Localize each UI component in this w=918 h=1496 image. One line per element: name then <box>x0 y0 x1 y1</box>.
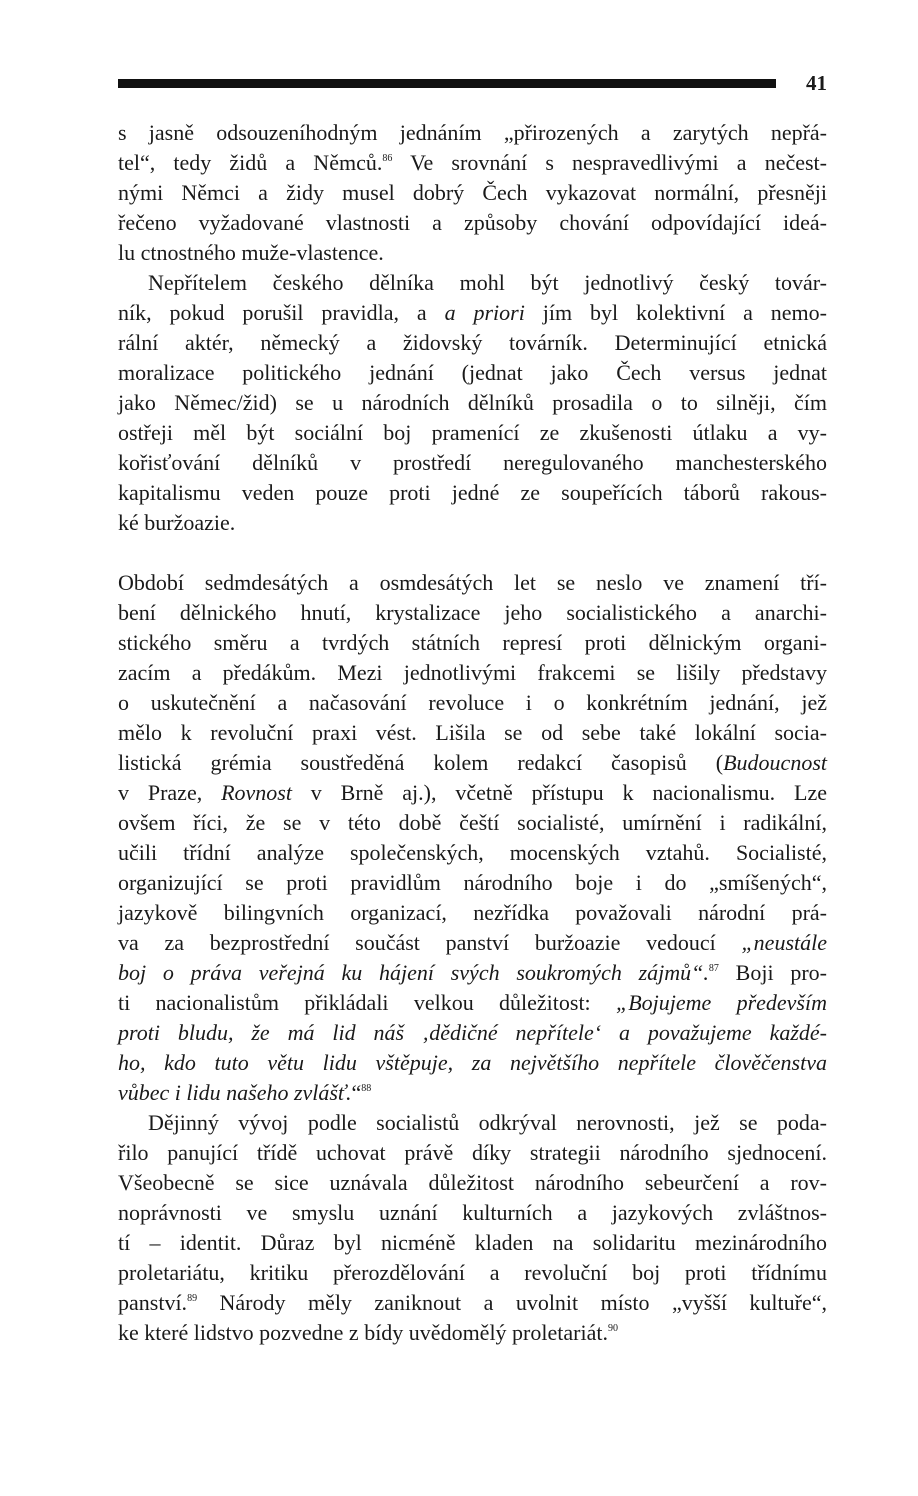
text-span: mělo k revoluční praxi vést. Lišila se od sebe také lokální socia- <box>118 720 827 745</box>
footnote-ref: 87 <box>708 963 719 974</box>
text-line <box>118 1168 827 1198</box>
text-span: v Brně aj.), včetně přístupu k nacionalismu. Lze <box>291 780 827 805</box>
text-line <box>118 298 827 328</box>
text-span: kořisťování dělníků v prostředí neregulovaného manchesterského <box>118 450 827 475</box>
text-line <box>118 748 827 778</box>
text-span: listická grémia soustředěná kolem redakcí časopisů ( <box>118 750 724 775</box>
text-span: Národy měly zaniknout a uvolnit místo „vyšší kultuře“, <box>197 1290 827 1315</box>
text-span: panství. <box>118 1290 188 1315</box>
text-line <box>118 508 827 538</box>
page-number: 41 <box>806 71 827 95</box>
text-line <box>118 928 827 958</box>
text-line <box>118 688 827 718</box>
italic-text: boj o práva veřejná ku hájení svých soukromých zájmů“. <box>118 960 709 985</box>
footnote-ref: 86 <box>382 153 393 164</box>
text-line <box>118 328 827 358</box>
text-line <box>118 628 827 658</box>
text-line <box>118 478 827 508</box>
text-span: ník, pokud porušil pravidla, a <box>118 300 445 325</box>
text-span: řilo panující třídě uchovat právě díky strategii národního sjednocení. <box>118 1140 827 1165</box>
text-span: zacím a předákům. Mezi jednotlivými frakcemi se lišily představy <box>118 660 827 685</box>
text-span: ke které lidstvo pozvedne z bídy uvědomělý proletariát. <box>118 1320 608 1345</box>
text-line <box>118 388 827 418</box>
paragraph-1 <box>118 118 827 268</box>
text-span: jako Němec/žid) se u národních dělníků prosadila o to silněji, čím <box>118 390 827 415</box>
body-text <box>118 118 827 1348</box>
text-line <box>118 898 827 928</box>
text-line <box>118 448 827 478</box>
text-line <box>118 1138 827 1168</box>
text-line <box>118 808 827 838</box>
text-line <box>118 1078 827 1108</box>
text-span: “ <box>351 1080 362 1105</box>
paragraph-2 <box>118 268 827 538</box>
text-span: va za bezprostřední součást panství buržoazie vedoucí <box>118 930 742 955</box>
text-span: organizující se proti pravidlům národního boje i do „smíšených“, <box>118 870 827 895</box>
section-break <box>118 538 827 568</box>
text-span: učili třídní analýze společenských, mocenských vztahů. Socialisté, <box>118 840 827 865</box>
text-span: proletariátu, kritiku přerozdělování a revoluční boj proti třídnímu <box>118 1260 827 1285</box>
text-line <box>118 178 827 208</box>
text-span: v Praze, <box>118 780 222 805</box>
text-line <box>118 268 827 298</box>
text-span: stického směru a tvrdých státních represí proti dělnickým organi- <box>118 630 827 655</box>
text-span: ké buržoazie. <box>118 510 236 535</box>
italic-text: ho, kdo tuto větu lidu vštěpuje, za největšího nepřítele člověčenstva <box>118 1050 827 1075</box>
text-span: Nepřítelem českého dělníka mohl být jednotlivý český továr- <box>148 270 827 295</box>
text-line <box>118 358 827 388</box>
text-span: nými Němci a židy musel dobrý Čech vykazovat normální, přesněji <box>118 180 827 205</box>
text-line <box>118 1048 827 1078</box>
text-span: lu ctnostného muže-vlastence. <box>118 240 384 265</box>
paragraph-4 <box>118 1108 827 1348</box>
text-span: tí – identit. Důraz byl nicméně kladen na solidaritu mezinárodního <box>118 1230 827 1255</box>
text-span: rální aktér, německý a židovský továrník. Determinující etnická <box>118 330 827 355</box>
text-span: Boji pro- <box>718 960 827 985</box>
paragraph-3 <box>118 568 827 1108</box>
text-line <box>118 1108 827 1138</box>
text-span: Všeobecně se sice uznávala důležitost národního sebeurčení a rov- <box>118 1170 827 1195</box>
text-span: moralizace politického jednání (jednat jako Čech versus jednat <box>118 360 827 385</box>
italic-text: a priori <box>444 300 525 325</box>
text-line <box>118 1258 827 1288</box>
text-span: bení dělnického hnutí, krystalizace jeho socialistického a anarchi- <box>118 600 827 625</box>
footnote-ref: 88 <box>361 1083 372 1094</box>
text-span: tel“, tedy židů a Němců. <box>118 150 383 175</box>
text-line <box>118 988 827 1018</box>
text-line <box>118 1288 827 1318</box>
text-span: ostřeji měl být sociální boj pramenící ze zkušenosti útlaku a vy- <box>118 420 827 445</box>
text-span: noprávnosti ve smyslu uznání kulturních a jazykových zvláštnos- <box>118 1200 827 1225</box>
text-line <box>118 1018 827 1048</box>
text-line <box>118 148 827 178</box>
text-line <box>118 868 827 898</box>
text-span: ti nacionalistům přikládali velkou důležitost: <box>118 990 616 1015</box>
text-line <box>118 658 827 688</box>
text-span: Ve srovnání s nespravedlivými a nečest- <box>392 150 827 175</box>
text-span: Období sedmdesátých a osmdesátých let se neslo ve znamení tří- <box>118 570 827 595</box>
text-line <box>118 1228 827 1258</box>
italic-text: proti bludu, že má lid náš ‚dědičné nepřítele‘ a považujeme každé- <box>118 1020 827 1045</box>
text-line <box>118 238 827 268</box>
italic-text: Budoucnost <box>723 750 827 775</box>
text-line <box>118 718 827 748</box>
italic-text: vůbec i lidu našeho zvlášť. <box>118 1080 352 1105</box>
text-line <box>118 208 827 238</box>
text-span: Dějinný vývoj podle socialistů odkrýval nerovnosti, jež se poda- <box>148 1110 827 1135</box>
text-line <box>118 1198 827 1228</box>
footnote-ref: 89 <box>187 1293 198 1304</box>
text-line <box>118 568 827 598</box>
text-span: jím byl kolektivní a nemo- <box>524 300 827 325</box>
text-span: o uskutečnění a načasování revoluce i o konkrétním jednání, jež <box>118 690 827 715</box>
italic-text: „neustále <box>741 930 827 955</box>
text-line <box>118 598 827 628</box>
text-line <box>118 418 827 448</box>
text-span: ovšem říci, že se v této době čeští socialisté, umírnění i radikální, <box>118 810 827 835</box>
text-line <box>118 778 827 808</box>
text-line <box>118 1318 827 1348</box>
text-line <box>118 958 827 988</box>
header-rule <box>118 79 776 88</box>
text-span: kapitalismu veden pouze proti jedné ze soupeřících táborů rakous- <box>118 480 827 505</box>
text-line <box>118 838 827 868</box>
footnote-ref: 90 <box>607 1323 618 1334</box>
text-line <box>118 118 827 148</box>
text-span: s jasně odsouzeníhodným jednáním „přirozených a zarytých nepřá- <box>118 120 827 145</box>
italic-text: „Bojujeme především <box>615 990 827 1015</box>
text-span: řečeno vyžadované vlastnosti a způsoby chování odpovídající ideá- <box>118 210 827 235</box>
italic-text: Rovnost <box>221 780 292 805</box>
text-span: jazykově bilingvních organizací, nezřídka považovali národní prá- <box>118 900 827 925</box>
